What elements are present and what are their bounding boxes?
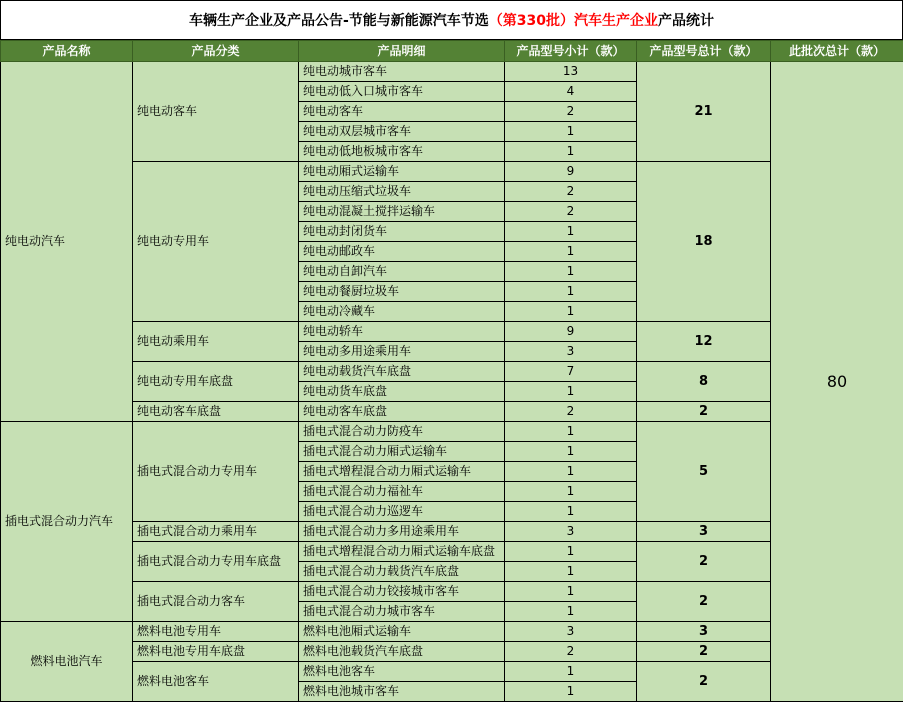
table-row [1, 402, 903, 422]
title-part1: 车辆生产企业及产品公告-节能与新能源汽车节选 [189, 10, 489, 30]
header-category-total: 产品型号总计（款） [637, 41, 771, 62]
product-detail-cell: 纯电动城市客车 [299, 62, 505, 82]
title-part2: （第330批）汽车生产企业 [489, 10, 658, 30]
page-title [0, 0, 903, 40]
product-detail-cell: 燃料电池客车 [299, 662, 505, 682]
subtotal-cell: 2 [505, 402, 637, 422]
category-total-cell: 2 [637, 402, 771, 422]
subtotal-cell: 2 [505, 102, 637, 122]
subtotal-cell: 1 [505, 282, 637, 302]
product-stats-table [0, 40, 903, 702]
product-detail-cell: 插电式增程混合动力厢式运输车底盘 [299, 542, 505, 562]
product-detail-cell: 纯电动低地板城市客车 [299, 142, 505, 162]
product-name-cell: 燃料电池汽车 [1, 622, 133, 702]
subtotal-cell: 3 [505, 522, 637, 542]
product-detail-cell: 燃料电池厢式运输车 [299, 622, 505, 642]
header-product-name: 产品名称 [1, 41, 133, 62]
product-category-cell: 纯电动专用车底盘 [133, 362, 299, 402]
table-row [1, 582, 903, 602]
product-detail-cell: 插电式混合动力巡逻车 [299, 502, 505, 522]
subtotal-cell: 1 [505, 502, 637, 522]
product-detail-cell: 纯电动邮政车 [299, 242, 505, 262]
subtotal-cell: 1 [505, 542, 637, 562]
category-total-cell: 18 [637, 162, 771, 322]
product-detail-cell: 燃料电池载货汽车底盘 [299, 642, 505, 662]
category-total-cell: 2 [637, 582, 771, 622]
table-row [1, 322, 903, 342]
batch-total-cell: 80 [771, 62, 903, 702]
category-total-cell: 2 [637, 542, 771, 582]
product-detail-cell: 燃料电池城市客车 [299, 682, 505, 702]
product-detail-cell: 插电式混合动力厢式运输车 [299, 442, 505, 462]
subtotal-cell: 1 [505, 682, 637, 702]
header-subtotal: 产品型号小计（款） [505, 41, 637, 62]
product-category-cell: 燃料电池客车 [133, 662, 299, 702]
table-row [1, 62, 903, 82]
product-category-cell: 纯电动专用车 [133, 162, 299, 322]
product-detail-cell: 纯电动餐厨垃圾车 [299, 282, 505, 302]
subtotal-cell: 1 [505, 582, 637, 602]
product-detail-cell: 纯电动厢式运输车 [299, 162, 505, 182]
header-batch-total: 此批次总计（款） [771, 41, 903, 62]
subtotal-cell: 1 [505, 422, 637, 442]
title-part3: 产品统计 [658, 10, 714, 30]
subtotal-cell: 1 [505, 442, 637, 462]
subtotal-cell: 1 [505, 662, 637, 682]
product-detail-cell: 插电式混合动力载货汽车底盘 [299, 562, 505, 582]
subtotal-cell: 2 [505, 182, 637, 202]
product-detail-cell: 纯电动冷藏车 [299, 302, 505, 322]
table-row [1, 622, 903, 642]
category-total-cell: 3 [637, 522, 771, 542]
subtotal-cell: 4 [505, 82, 637, 102]
product-detail-cell: 插电式混合动力多用途乘用车 [299, 522, 505, 542]
product-detail-cell: 插电式增程混合动力厢式运输车 [299, 462, 505, 482]
product-category-cell: 插电式混合动力乘用车 [133, 522, 299, 542]
table-row [1, 362, 903, 382]
category-total-cell: 5 [637, 422, 771, 522]
product-category-cell: 纯电动客车底盘 [133, 402, 299, 422]
subtotal-cell: 7 [505, 362, 637, 382]
product-detail-cell: 插电式混合动力铰接城市客车 [299, 582, 505, 602]
subtotal-cell: 1 [505, 602, 637, 622]
subtotal-cell: 1 [505, 562, 637, 582]
product-detail-cell: 纯电动低入口城市客车 [299, 82, 505, 102]
category-total-cell: 2 [637, 662, 771, 702]
product-name-cell: 纯电动汽车 [1, 62, 133, 422]
subtotal-cell: 1 [505, 302, 637, 322]
subtotal-cell: 9 [505, 162, 637, 182]
product-detail-cell: 纯电动封闭货车 [299, 222, 505, 242]
table-row [1, 642, 903, 662]
product-category-cell: 插电式混合动力客车 [133, 582, 299, 622]
subtotal-cell: 13 [505, 62, 637, 82]
table-row [1, 662, 903, 682]
product-detail-cell: 纯电动自卸汽车 [299, 262, 505, 282]
subtotal-cell: 9 [505, 322, 637, 342]
product-detail-cell: 纯电动压缩式垃圾车 [299, 182, 505, 202]
product-detail-cell: 纯电动客车 [299, 102, 505, 122]
category-total-cell: 2 [637, 642, 771, 662]
product-category-cell: 插电式混合动力专用车底盘 [133, 542, 299, 582]
category-total-cell: 12 [637, 322, 771, 362]
product-detail-cell: 纯电动双层城市客车 [299, 122, 505, 142]
header-row [1, 41, 903, 62]
product-detail-cell: 纯电动货车底盘 [299, 382, 505, 402]
product-detail-cell: 插电式混合动力防疫车 [299, 422, 505, 442]
subtotal-cell: 1 [505, 482, 637, 502]
product-category-cell: 纯电动客车 [133, 62, 299, 162]
header-product-detail: 产品明细 [299, 41, 505, 62]
category-total-cell: 3 [637, 622, 771, 642]
table-body [1, 62, 903, 702]
subtotal-cell: 3 [505, 342, 637, 362]
subtotal-cell: 1 [505, 262, 637, 282]
product-detail-cell: 纯电动客车底盘 [299, 402, 505, 422]
subtotal-cell: 1 [505, 242, 637, 262]
product-detail-cell: 纯电动轿车 [299, 322, 505, 342]
header-product-category: 产品分类 [133, 41, 299, 62]
product-category-cell: 插电式混合动力专用车 [133, 422, 299, 522]
subtotal-cell: 1 [505, 122, 637, 142]
product-detail-cell: 纯电动载货汽车底盘 [299, 362, 505, 382]
product-category-cell: 燃料电池专用车 [133, 622, 299, 642]
product-detail-cell: 插电式混合动力城市客车 [299, 602, 505, 622]
table-row [1, 542, 903, 562]
product-name-cell: 插电式混合动力汽车 [1, 422, 133, 622]
product-detail-cell: 纯电动多用途乘用车 [299, 342, 505, 362]
subtotal-cell: 2 [505, 642, 637, 662]
product-detail-cell: 插电式混合动力福祉车 [299, 482, 505, 502]
table-row [1, 422, 903, 442]
subtotal-cell: 1 [505, 222, 637, 242]
product-category-cell: 燃料电池专用车底盘 [133, 642, 299, 662]
table-row [1, 162, 903, 182]
product-detail-cell: 纯电动混凝土搅拌运输车 [299, 202, 505, 222]
table-row [1, 522, 903, 542]
subtotal-cell: 1 [505, 462, 637, 482]
product-category-cell: 纯电动乘用车 [133, 322, 299, 362]
category-total-cell: 21 [637, 62, 771, 162]
subtotal-cell: 1 [505, 142, 637, 162]
subtotal-cell: 1 [505, 382, 637, 402]
subtotal-cell: 3 [505, 622, 637, 642]
category-total-cell: 8 [637, 362, 771, 402]
subtotal-cell: 2 [505, 202, 637, 222]
